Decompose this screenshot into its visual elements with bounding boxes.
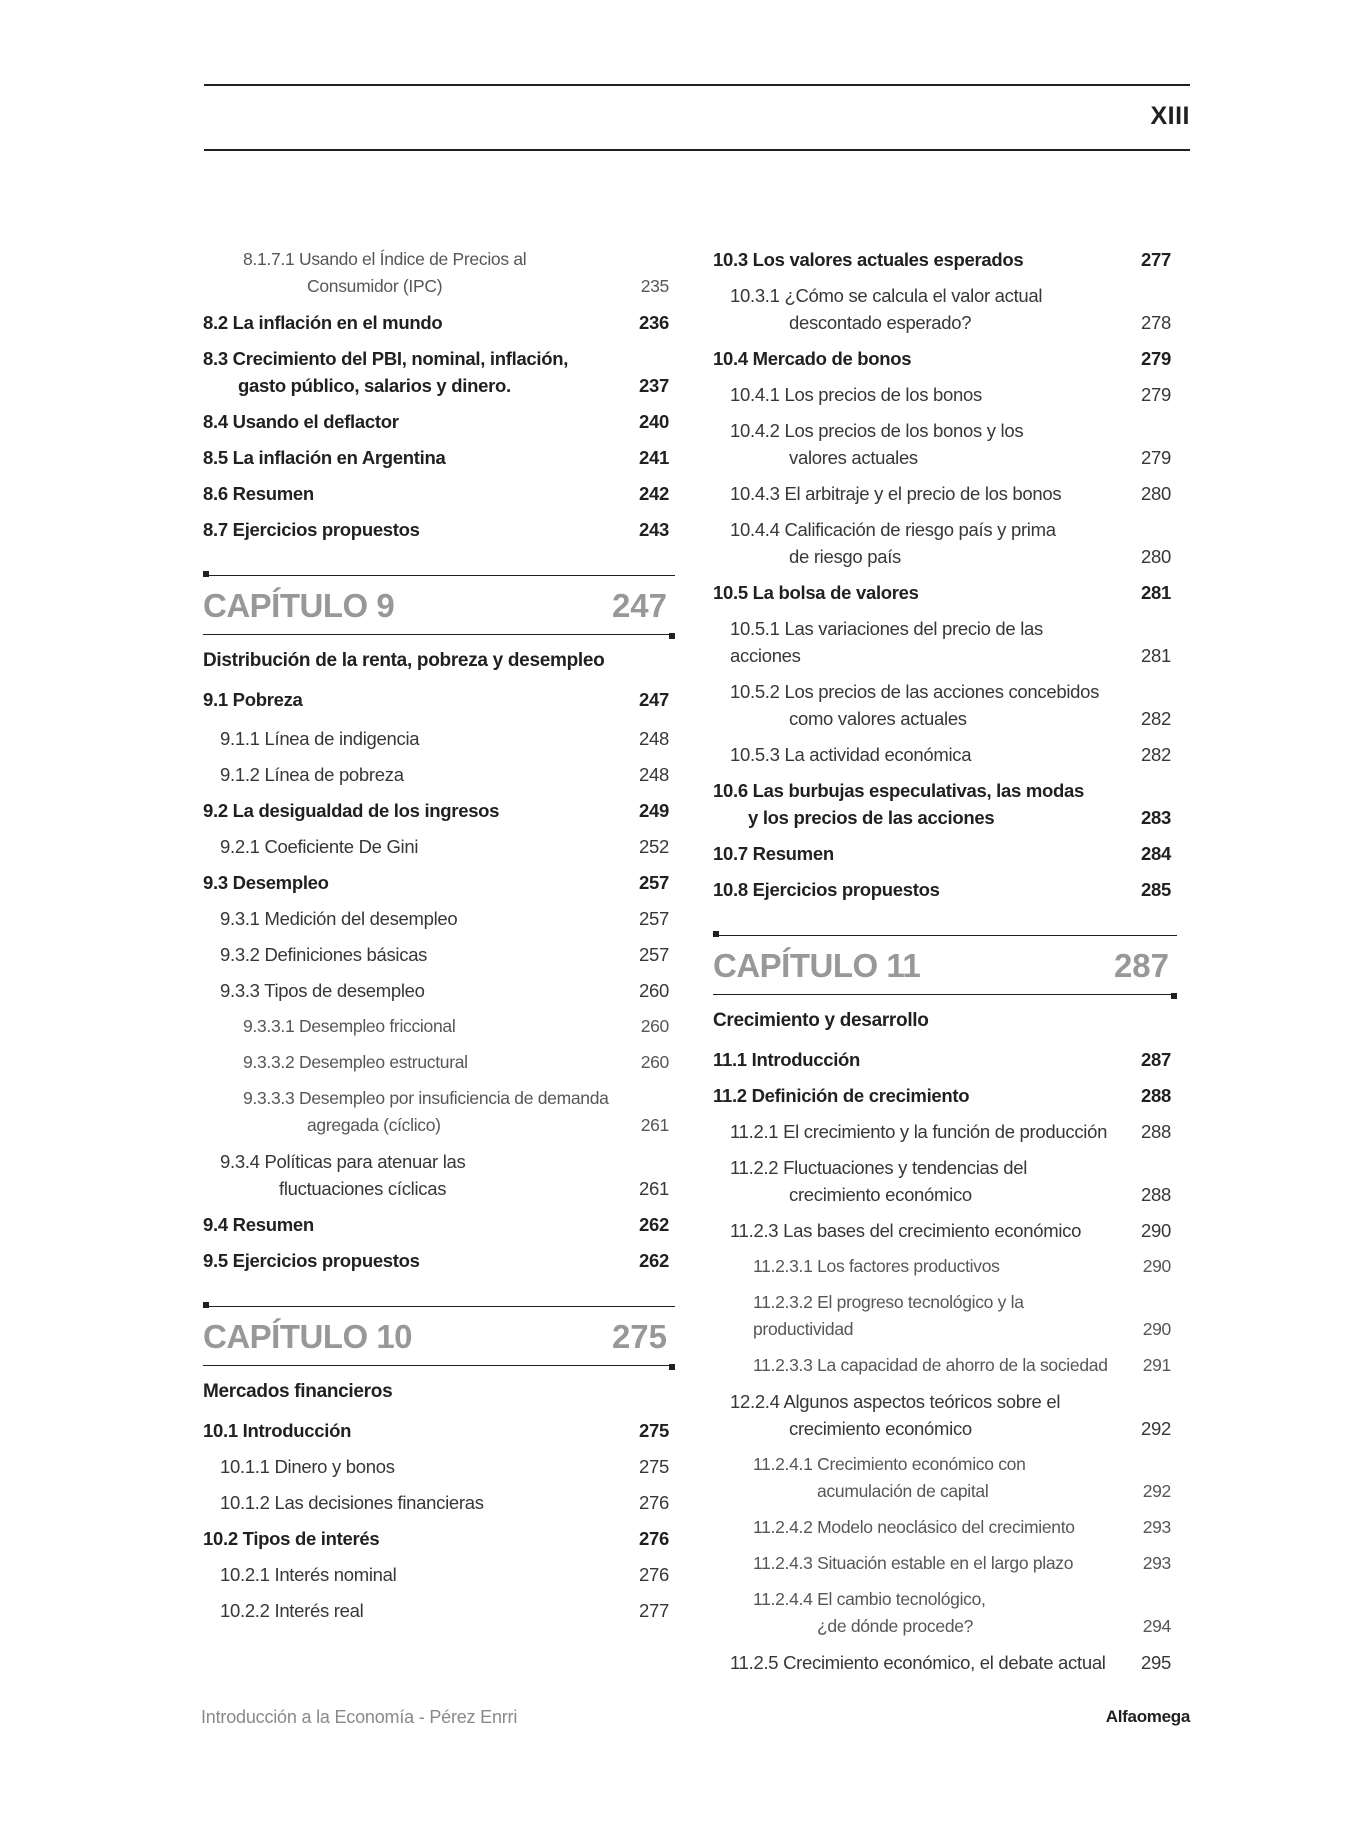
- toc-entry-title: [753, 1253, 1177, 1280]
- chapter-rule-top: [203, 575, 675, 576]
- toc-entry-page: 276: [639, 1492, 669, 1513]
- toc-entry-line: 9.3.2 Definiciones básicas: [220, 944, 428, 965]
- toc-entry-title: [753, 1289, 1177, 1343]
- toc-entry-title: [203, 345, 675, 399]
- toc-entry-line: 11.2.5 Crecimiento económico, el debate actual: [730, 1652, 1106, 1673]
- toc-entry-page: 261: [639, 1178, 669, 1199]
- toc-entry-page: 257: [639, 908, 669, 929]
- toc-entry-line: ¿de dónde procede?: [817, 1616, 974, 1636]
- toc-entry-line: 10.4 Mercado de bonos: [713, 348, 912, 369]
- toc-entry[interactable]: [713, 1154, 1177, 1208]
- toc-entry-title: [753, 1451, 1177, 1505]
- toc-entry-line: 11.2.1 El crecimiento y la función de producción: [730, 1121, 1108, 1142]
- toc-entry[interactable]: [713, 615, 1177, 669]
- toc-entry-line: 10.2.1 Interés nominal: [220, 1564, 397, 1585]
- toc-entry-line: 11.2.3.1 Los factores productivos: [753, 1256, 1000, 1276]
- toc-entry-title: [220, 977, 675, 1004]
- toc-entry-title: [203, 309, 675, 336]
- chapter-heading: [203, 1306, 675, 1366]
- toc-entry-title: [730, 417, 1177, 471]
- toc-entry[interactable]: [713, 1586, 1177, 1640]
- footer-publisher: Alfaomega: [1105, 1707, 1190, 1726]
- chapter-subtitle: Distribución de la renta, pobreza y desempleo: [203, 650, 605, 671]
- toc-entry-page: 276: [639, 1564, 669, 1585]
- toc-entry-line: 9.4 Resumen: [203, 1214, 314, 1235]
- toc-entry-title: [203, 869, 675, 896]
- toc-entry[interactable]: [713, 1046, 1177, 1073]
- toc-entry-line: 9.3.3.2 Desempleo estructural: [243, 1052, 468, 1072]
- toc-entry[interactable]: [713, 1217, 1177, 1244]
- toc-entry-title: [243, 1013, 675, 1040]
- chapter-rule-top: [203, 1306, 675, 1307]
- toc-entry-title: [713, 579, 1177, 606]
- toc-entry-line: 9.3.3 Tipos de desempleo: [220, 980, 425, 1001]
- toc-entry-page: 295: [1141, 1652, 1171, 1673]
- toc-entry-line: 9.2.1 Coeficiente De Gini: [220, 836, 419, 857]
- chapter-rule-top: [713, 935, 1177, 936]
- toc-entry-page: 290: [1141, 1220, 1171, 1241]
- toc-entry-page: 237: [639, 375, 669, 396]
- toc-entry-line: agregada (cíclico): [307, 1115, 441, 1135]
- toc-entry-page: 291: [1142, 1355, 1171, 1375]
- toc-entry[interactable]: [203, 345, 675, 399]
- toc-entry-page: 292: [1141, 1418, 1171, 1439]
- footer-book-title: Introducción a la Economía - Pérez Enrri: [201, 1707, 518, 1727]
- toc-entry-page: 257: [639, 944, 669, 965]
- toc-entry-page: 277: [1141, 249, 1171, 270]
- toc-entry-line: crecimiento económico: [789, 1418, 972, 1439]
- toc-entry-line: 9.3.3.1 Desempleo friccional: [243, 1016, 456, 1036]
- toc-entry-line: 11.2 Definición de crecimiento: [713, 1085, 970, 1106]
- toc-entry-page: 278: [1141, 312, 1171, 333]
- toc-entry-title: [753, 1352, 1177, 1379]
- toc-entry-page: 249: [639, 800, 669, 821]
- toc-entry-title: [730, 516, 1177, 570]
- toc-entry-line: 9.1 Pobreza: [203, 689, 303, 710]
- toc-entry[interactable]: [203, 905, 675, 932]
- toc-entry[interactable]: [203, 761, 675, 788]
- chapter-title: CAPÍTULO 9: [203, 587, 395, 624]
- toc-entry[interactable]: [203, 1417, 675, 1444]
- toc-entry-line: 10.5.2 Los precios de las acciones concebidos: [730, 681, 1100, 702]
- toc-entry-page: 235: [640, 276, 669, 296]
- toc-entry-title: [730, 1649, 1177, 1676]
- toc-entry-line: 10.4.4 Calificación de riesgo país y prima: [730, 519, 1056, 540]
- toc-entry-page: 280: [1141, 483, 1171, 504]
- toc-entry-line: 12.2.4 Algunos aspectos teóricos sobre el: [730, 1391, 1061, 1412]
- toc-entry-title: [713, 876, 1177, 903]
- toc-entry-page: 281: [1141, 582, 1171, 603]
- toc-entry-page: 284: [1141, 843, 1171, 864]
- toc-entry-title: [713, 777, 1177, 831]
- toc-entry-page: 283: [1141, 807, 1171, 828]
- toc-entry-line: 10.4.3 El arbitraje y el precio de los bonos: [730, 483, 1062, 504]
- chapter-title: CAPÍTULO 10: [203, 1318, 413, 1355]
- toc-entry-line: 11.2.4.1 Crecimiento económico con: [753, 1454, 1026, 1474]
- toc-entry[interactable]: [713, 579, 1177, 606]
- toc-entry[interactable]: [713, 741, 1177, 768]
- toc-entry-line: 10.3.1 ¿Cómo se calcula el valor actual: [730, 285, 1043, 306]
- chapter-rule-bottom: [713, 994, 1177, 995]
- toc-entry-page: 288: [1141, 1184, 1171, 1205]
- toc-entry-page: 236: [639, 312, 669, 333]
- toc-entry[interactable]: [713, 345, 1177, 372]
- toc-entry-title: [753, 1586, 1177, 1640]
- toc-entry-page: 241: [639, 447, 669, 468]
- toc-entry[interactable]: [713, 282, 1177, 336]
- toc-entry-line: 9.5 Ejercicios propuestos: [203, 1250, 420, 1271]
- toc-entry-page: 243: [639, 519, 669, 540]
- toc-entry[interactable]: [203, 686, 675, 713]
- toc-entry[interactable]: [203, 1013, 675, 1040]
- toc-entry-page: 248: [639, 764, 669, 785]
- toc-entry-page: 293: [1142, 1517, 1171, 1537]
- toc-entry[interactable]: [713, 1649, 1177, 1676]
- toc-entry-page: 252: [639, 836, 669, 857]
- chapter-rule-square: [669, 1364, 675, 1370]
- toc-entry-page: 279: [1141, 348, 1171, 369]
- toc-entry-page: 248: [639, 728, 669, 749]
- toc-entry[interactable]: [713, 1253, 1177, 1280]
- toc-entry-line: 10.4.2 Los precios de los bonos y los: [730, 420, 1024, 441]
- toc-entry-page: 287: [1141, 1049, 1171, 1070]
- header-rule-bottom: [204, 149, 1190, 151]
- toc-entry-title: [220, 1453, 675, 1480]
- toc-entry-title: [220, 1561, 675, 1588]
- toc-entry[interactable]: [203, 1247, 675, 1274]
- chapter-rule-bottom: [203, 634, 675, 635]
- toc-entry[interactable]: [203, 1597, 675, 1624]
- toc-entry[interactable]: [203, 246, 675, 300]
- toc-entry-page: 285: [1141, 879, 1171, 900]
- toc-entry-page: 242: [639, 483, 669, 504]
- toc-entry-title: [713, 1046, 1177, 1073]
- toc-entry-title: [220, 725, 675, 752]
- toc-entry-title: [203, 1247, 675, 1274]
- toc-entry-page: 276: [639, 1528, 669, 1549]
- toc-entry-line: 10.7 Resumen: [713, 843, 834, 864]
- toc-entry[interactable]: [713, 840, 1177, 867]
- toc-entry-line: acumulación de capital: [817, 1481, 989, 1501]
- toc-left-column: [203, 246, 675, 1633]
- toc-entry-line: 10.1 Introducción: [203, 1420, 352, 1441]
- toc-entry[interactable]: [713, 1289, 1177, 1343]
- toc-entry[interactable]: [203, 480, 675, 507]
- toc-entry[interactable]: [203, 833, 675, 860]
- chapter-rule-bottom: [203, 1365, 675, 1366]
- toc-entry-title: [713, 840, 1177, 867]
- toc-entry-line: 10.5.3 La actividad económica: [730, 744, 972, 765]
- toc-entry-title: [203, 1525, 675, 1552]
- toc-entry-line: 8.5 La inflación en Argentina: [203, 447, 446, 468]
- toc-entry[interactable]: [713, 1550, 1177, 1577]
- chapter-page: 247: [611, 587, 667, 624]
- toc-entry[interactable]: [713, 516, 1177, 570]
- toc-entry-page: 281: [1141, 645, 1171, 666]
- toc-entry[interactable]: [203, 1453, 675, 1480]
- toc-entry-title: [220, 833, 675, 860]
- toc-entry[interactable]: [713, 246, 1177, 273]
- toc-entry-title: [730, 1217, 1177, 1244]
- chapter-subtitle: Mercados financieros: [203, 1381, 393, 1402]
- toc-entry[interactable]: [203, 797, 675, 824]
- chapter-rule-square: [203, 1302, 209, 1308]
- toc-entry-title: [713, 345, 1177, 372]
- toc-entry-title: [753, 1514, 1177, 1541]
- toc-entry-title: [730, 1118, 1177, 1145]
- toc-entry-title: [220, 761, 675, 788]
- toc-entry-page: 279: [1141, 447, 1171, 468]
- toc-entry-line: 11.2.4.3 Situación estable en el largo plazo: [753, 1553, 1074, 1573]
- header-rule-top: [204, 84, 1190, 86]
- toc-entry-page: 257: [639, 872, 669, 893]
- chapter-heading: [713, 935, 1177, 995]
- toc-entry-page: 261: [640, 1115, 669, 1135]
- toc-entry[interactable]: [203, 1049, 675, 1076]
- toc-entry[interactable]: [203, 1085, 675, 1139]
- toc-entry[interactable]: [713, 1352, 1177, 1379]
- toc-entry-page: 288: [1141, 1085, 1171, 1106]
- toc-entry-title: [203, 686, 675, 713]
- toc-entry[interactable]: [713, 381, 1177, 408]
- toc-entry-page: 294: [1142, 1616, 1171, 1636]
- toc-entry-line: de riesgo país: [789, 546, 902, 567]
- toc-entry-line: 10.3 Los valores actuales esperados: [713, 249, 1024, 270]
- toc-entry-title: [730, 741, 1177, 768]
- toc-entry-page: 282: [1141, 744, 1171, 765]
- chapter-rule-square: [713, 931, 719, 937]
- toc-entry-line: 11.2.3 Las bases del crecimiento económico: [730, 1220, 1082, 1241]
- toc-entry[interactable]: [203, 725, 675, 752]
- toc-entry-title: [203, 480, 675, 507]
- toc-entry-line: 9.3.4 Políticas para atenuar las: [220, 1151, 466, 1172]
- toc-entry[interactable]: [203, 309, 675, 336]
- toc-entry-line: 9.2 La desigualdad de los ingresos: [203, 800, 500, 821]
- toc-entry-line: 9.3.1 Medición del desempleo: [220, 908, 458, 929]
- chapter-page: 287: [1113, 947, 1169, 984]
- chapter-heading: [203, 575, 675, 635]
- toc-entry-page: 277: [639, 1600, 669, 1621]
- toc-entry-line: 11.2.3.2 El progreso tecnológico y la productividad: [753, 1292, 1024, 1339]
- toc-entry-page: 293: [1142, 1553, 1171, 1573]
- toc-entry[interactable]: [203, 941, 675, 968]
- chapter-rule-square: [203, 571, 209, 577]
- toc-entry-line: gasto público, salarios y dinero.: [238, 375, 511, 396]
- toc-entry-title: [243, 246, 675, 300]
- toc-entry-title: [203, 1211, 675, 1238]
- chapter-rule-square: [669, 633, 675, 639]
- toc-entry[interactable]: [203, 1561, 675, 1588]
- toc-entry[interactable]: [203, 444, 675, 471]
- toc-entry-line: 10.2 Tipos de interés: [203, 1528, 380, 1549]
- toc-entry-page: 280: [1141, 546, 1171, 567]
- toc-entry-line: 11.1 Introducción: [713, 1049, 861, 1070]
- toc-entry-line: 10.1.2 Las decisiones financieras: [220, 1492, 484, 1513]
- toc-entry-title: [730, 1154, 1177, 1208]
- toc-entry[interactable]: [713, 480, 1177, 507]
- toc-entry-line: 8.4 Usando el deflactor: [203, 411, 399, 432]
- toc-entry-title: [243, 1085, 675, 1139]
- toc-entry[interactable]: [203, 408, 675, 435]
- toc-entry-line: 10.8 Ejercicios propuestos: [713, 879, 940, 900]
- toc-entry-line: 10.5.1 Las variaciones del precio de las acciones: [730, 618, 1043, 666]
- page-number: XIII: [1150, 102, 1190, 130]
- toc-entry[interactable]: [713, 1514, 1177, 1541]
- toc-entry-page: 275: [639, 1456, 669, 1477]
- toc-entry-title: [220, 1597, 675, 1624]
- toc-entry-title: [220, 941, 675, 968]
- toc-entry-line: 10.6 Las burbujas especulativas, las modas: [713, 780, 1084, 801]
- toc-entry[interactable]: [203, 1148, 675, 1202]
- toc-entry-line: 9.3 Desempleo: [203, 872, 329, 893]
- toc-entry-line: 8.1.7.1 Usando el Índice de Precios al: [243, 249, 527, 269]
- toc-entry-line: Consumidor (IPC): [307, 276, 443, 296]
- toc-entry-line: 11.2.3.3 La capacidad de ahorro de la sociedad: [753, 1355, 1108, 1375]
- toc-entry-page: 262: [639, 1250, 669, 1271]
- toc-entry-line: como valores actuales: [789, 708, 967, 729]
- toc-entry-line: 9.1.2 Línea de pobreza: [220, 764, 404, 785]
- toc-entry-line: 9.1.1 Línea de indigencia: [220, 728, 420, 749]
- toc-entry-line: 8.3 Crecimiento del PBI, nominal, inflación,: [203, 348, 569, 369]
- toc-entry-title: [203, 408, 675, 435]
- toc-entry[interactable]: [713, 1118, 1177, 1145]
- toc-entry-line: 8.2 La inflación en el mundo: [203, 312, 443, 333]
- toc-entry[interactable]: [203, 869, 675, 896]
- toc-entry-page: 260: [639, 980, 669, 1001]
- toc-entry-line: 10.1.1 Dinero y bonos: [220, 1456, 395, 1477]
- toc-entry[interactable]: [203, 977, 675, 1004]
- toc-entry[interactable]: [713, 1451, 1177, 1505]
- toc-entry-line: 10.4.1 Los precios de los bonos: [730, 384, 982, 405]
- toc-entry[interactable]: [713, 1388, 1177, 1442]
- toc-entry-title: [730, 282, 1177, 336]
- toc-entry-page: 288: [1141, 1121, 1171, 1142]
- toc-entry[interactable]: [203, 1211, 675, 1238]
- toc-entry-line: 11.2.4.2 Modelo neoclásico del crecimiento: [753, 1517, 1075, 1537]
- toc-entry-title: [203, 516, 675, 543]
- toc-entry-page: 290: [1142, 1319, 1171, 1339]
- toc-entry[interactable]: [713, 777, 1177, 831]
- toc-entry-line: 8.6 Resumen: [203, 483, 314, 504]
- toc-entry[interactable]: [713, 678, 1177, 732]
- chapter-page: 275: [611, 1318, 667, 1355]
- toc-entry-page: 262: [639, 1214, 669, 1235]
- toc-entry-title: [730, 678, 1177, 732]
- toc-entry-line: descontado esperado?: [789, 312, 972, 333]
- toc-entry-title: [713, 246, 1177, 273]
- chapter-rule-square: [1171, 993, 1177, 999]
- toc-entry-title: [220, 1489, 675, 1516]
- toc-entry[interactable]: [713, 876, 1177, 903]
- toc-entry-page: 260: [640, 1016, 669, 1036]
- toc-entry-title: [730, 615, 1177, 669]
- toc-entry-line: 10.5 La bolsa de valores: [713, 582, 919, 603]
- toc-entry-line: fluctuaciones cíclicas: [279, 1178, 447, 1199]
- toc-entry-title: [713, 1082, 1177, 1109]
- toc-entry-title: [243, 1049, 675, 1076]
- toc-entry-page: 275: [639, 1420, 669, 1441]
- toc-entry-line: 11.2.4.4 El cambio tecnológico,: [753, 1589, 986, 1609]
- toc-entry[interactable]: [713, 417, 1177, 471]
- toc-entry-line: 9.3.3.3 Desempleo por insuficiencia de demanda: [243, 1088, 609, 1108]
- toc-entry-page: 260: [640, 1052, 669, 1072]
- toc-entry-line: 10.2.2 Interés real: [220, 1600, 364, 1621]
- toc-entry-title: [753, 1550, 1177, 1577]
- toc-entry[interactable]: [203, 516, 675, 543]
- toc-entry-line: 11.2.2 Fluctuaciones y tendencias del: [730, 1157, 1028, 1178]
- toc-entry-title: [220, 905, 675, 932]
- toc-entry-title: [203, 797, 675, 824]
- toc-entry-title: [730, 381, 1177, 408]
- toc-entry-line: valores actuales: [789, 447, 918, 468]
- toc-entry-title: [220, 1148, 675, 1202]
- toc-entry[interactable]: [713, 1082, 1177, 1109]
- toc-entry-title: [203, 444, 675, 471]
- toc-right-column: [713, 246, 1177, 1685]
- toc-entry-title: [730, 1388, 1177, 1442]
- toc-entry-title: [730, 480, 1177, 507]
- toc-entry[interactable]: [203, 1525, 675, 1552]
- toc-entry-line: crecimiento económico: [789, 1184, 972, 1205]
- chapter-subtitle: Crecimiento y desarrollo: [713, 1010, 929, 1031]
- toc-entry-line: 8.7 Ejercicios propuestos: [203, 519, 420, 540]
- toc-entry-page: 247: [639, 689, 669, 710]
- toc-entry[interactable]: [203, 1489, 675, 1516]
- chapter-title: CAPÍTULO 11: [713, 947, 921, 984]
- toc-entry-page: 240: [639, 411, 669, 432]
- toc-entry-title: [203, 1417, 675, 1444]
- toc-entry-page: 292: [1142, 1481, 1171, 1501]
- toc-entry-page: 282: [1141, 708, 1171, 729]
- toc-entry-line: y los precios de las acciones: [748, 807, 995, 828]
- toc-entry-page: 290: [1142, 1256, 1171, 1276]
- toc-entry-page: 279: [1141, 384, 1171, 405]
